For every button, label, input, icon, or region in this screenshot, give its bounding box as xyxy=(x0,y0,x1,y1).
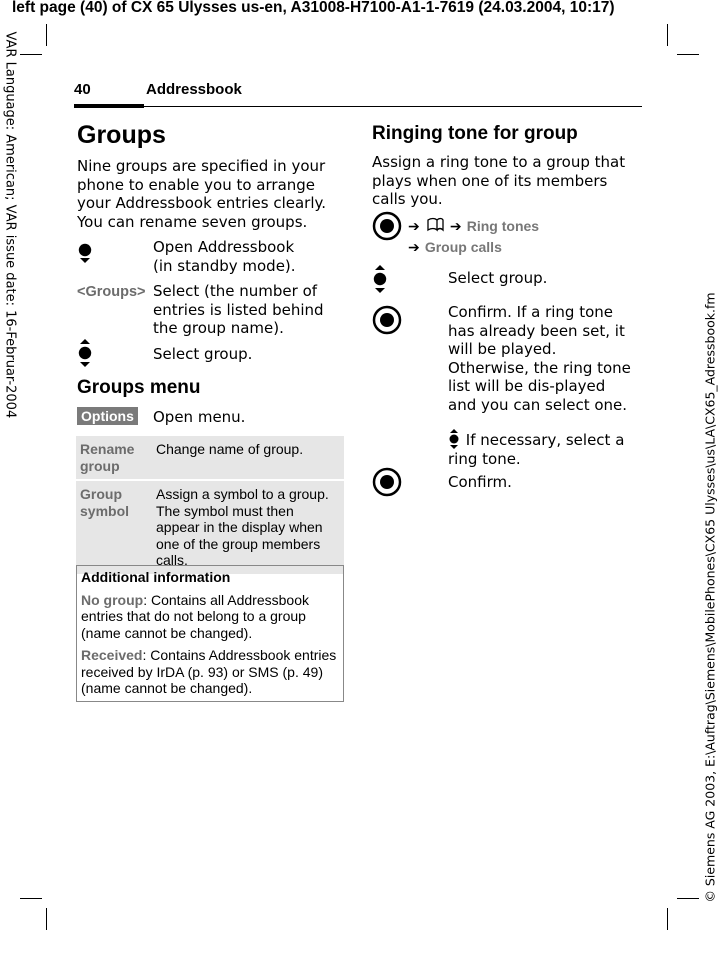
groups-menu-table xyxy=(76,436,344,576)
info-received: Received: Contains Addressbook entries received by IrDA (p. 93) or SMS (p. 49) (name cannot be changed). xyxy=(81,647,337,696)
menu-value-symbol: Assign a symbol to a group. The symbol must then appear in the display when one of the group members calls. xyxy=(152,480,344,575)
info-no-group: No group: Contains all Addressbook entries that do not belong to a group (name cannot be changed). xyxy=(81,591,309,641)
side-note-left: VAR Language: American; VAR issue date: 16-Februar-2004 xyxy=(2,31,18,419)
arrow-icon: ➔ xyxy=(408,239,420,255)
crop-mark xyxy=(667,24,668,46)
joystick-updown-icon xyxy=(448,429,461,449)
additional-info-box xyxy=(76,565,344,702)
options-text: Open menu. xyxy=(153,408,246,426)
step-open-addressbook: Open Addressbook (in standby mode). xyxy=(153,238,296,275)
ringing-tone-intro: Assign a ring tone to a group that plays when one of its members calls you. xyxy=(372,153,626,208)
joystick-press-icon xyxy=(372,467,402,497)
addressbook-icon xyxy=(425,217,445,234)
arrow-icon: ➔ xyxy=(449,218,462,234)
crop-mark xyxy=(677,898,699,899)
crop-mark xyxy=(20,898,42,899)
menu-key-rename: Rename group xyxy=(76,436,152,480)
options-softkey[interactable]: Options xyxy=(77,407,138,425)
joystick-updown-icon xyxy=(78,339,94,369)
menu-path xyxy=(408,216,539,256)
path-ring-tones: Ring tones xyxy=(466,218,540,234)
print-header: left page (40) of CX 65 Ulysses us-en, A31008-H7100-A1-1-7619 (24.03.2004, 10:17) xyxy=(12,0,615,16)
rt-step-confirm: Confirm. If a ring tone has already been set, it will be played. Otherwise, the ring tone list will be dis-played and you can select one. xyxy=(448,303,631,414)
header-rule-bold xyxy=(74,104,144,108)
ringing-tone-heading: Ringing tone for group xyxy=(372,123,578,144)
arrow-icon: ➔ xyxy=(408,218,420,234)
groups-softkey-label: <Groups> xyxy=(77,284,146,300)
table-row xyxy=(76,436,344,480)
page-title: Groups xyxy=(77,121,166,149)
section-title: Addressbook xyxy=(146,81,242,98)
side-note-right: © Siemens AG 2003, E:\Auftrag\Siemens\MobilePhones\CX65 Ulysses\us\LA\CX65_Adressbook.fm xyxy=(702,292,718,903)
info-title: Additional information xyxy=(81,569,231,585)
crop-mark xyxy=(20,54,42,55)
joystick-down-icon xyxy=(78,242,94,264)
joystick-press-icon xyxy=(372,305,402,335)
crop-mark xyxy=(677,54,699,55)
menu-key-symbol: Group symbol xyxy=(76,480,152,575)
groups-intro: Nine groups are specified in your phone to enable you to arrange your Addressbook entries clearly. You can rename seven groups. xyxy=(77,157,327,231)
crop-mark xyxy=(46,908,47,930)
step-select-groups: Select (the number of entries is listed behind the group name). xyxy=(153,282,324,337)
page-number: 40 xyxy=(74,81,91,98)
path-group-calls: Group calls xyxy=(424,239,502,255)
crop-mark xyxy=(46,24,47,46)
menu-value-rename: Change name of group. xyxy=(152,436,344,480)
rt-step-select-group: Select group. xyxy=(448,269,548,287)
header-rule xyxy=(144,106,642,107)
joystick-updown-icon xyxy=(373,265,389,295)
table-row xyxy=(76,480,344,575)
rt-step-select-ringtone: If necessary, select a ring tone. xyxy=(448,431,625,468)
crop-mark xyxy=(667,908,668,930)
joystick-press-icon xyxy=(372,211,402,241)
rt-step-confirm-final: Confirm. xyxy=(448,473,512,491)
groups-menu-heading: Groups menu xyxy=(77,377,201,398)
step-select-group: Select group. xyxy=(153,345,253,363)
